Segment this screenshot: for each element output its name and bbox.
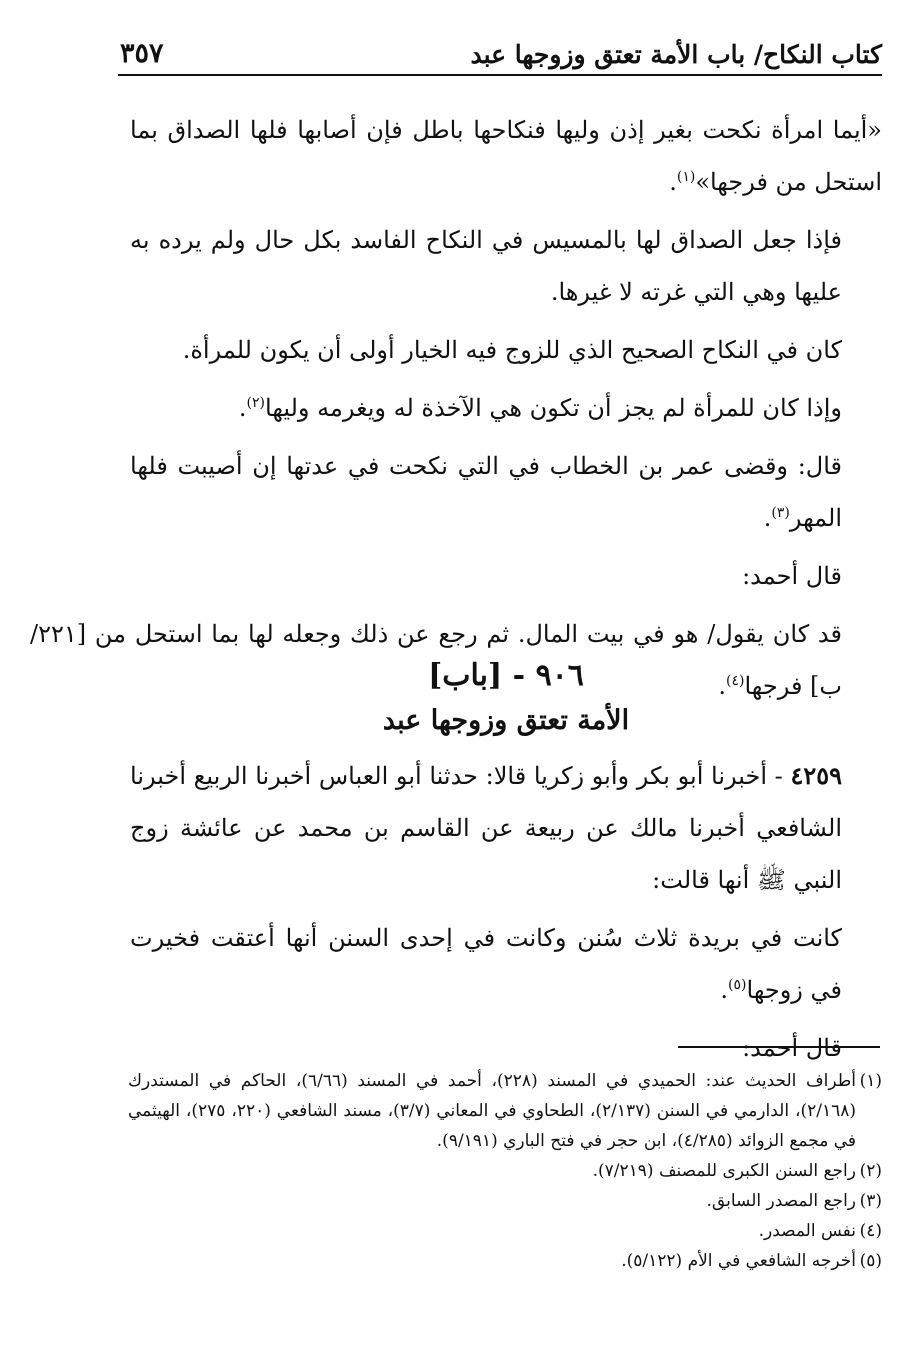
chapter-title: الأمة تعتق وزوجها عبد xyxy=(382,705,630,736)
paragraph-end: . xyxy=(763,504,772,532)
footnote-reference: (٢) xyxy=(246,395,265,411)
footnote-text: راجع السنن الكبرى للمصنف (٧/٢١٩). xyxy=(592,1161,856,1181)
hadith-number: ٤٢٥٩ xyxy=(790,761,842,790)
paragraph xyxy=(130,440,882,544)
matn-end: . xyxy=(720,976,729,1004)
paragraph xyxy=(130,104,882,208)
hadith-matn xyxy=(130,912,882,1016)
running-title: كتاب النكاح/ باب الأمة تعتق وزوجها عبد xyxy=(470,40,882,69)
footnote-text: راجع المصدر السابق. xyxy=(706,1191,856,1211)
paragraph-text: قد كان يقول/ هو في بيت المال. ثم رجع عن ذلك وجعله لها بما استحل من [٢٢١/ ب] فرجها xyxy=(30,620,842,700)
footnote xyxy=(128,1216,882,1246)
closing-text: قال أحمد: xyxy=(742,1034,842,1062)
footnote-number: (٣) xyxy=(859,1191,882,1211)
footnote xyxy=(128,1066,882,1156)
footnote-number: (١) xyxy=(859,1071,882,1091)
paragraph xyxy=(130,324,882,376)
paragraph xyxy=(130,550,882,602)
paragraph-text: فإذا جعل الصداق لها بالمسيس في النكاح الفاسد بكل حال ولم يرده به عليها وهي التي غرته لا غيرها. xyxy=(130,226,842,306)
footnote-reference: (٥) xyxy=(728,977,747,993)
paragraph-text: وإذا كان للمرأة لم يجز أن تكون هي الآخذة له ويغرمه وليها xyxy=(265,394,842,422)
footnote-reference: (٤) xyxy=(726,673,745,689)
footnote-number: (٢) xyxy=(859,1161,882,1181)
footnote xyxy=(128,1186,882,1216)
paragraph-end: . xyxy=(669,168,677,196)
footnote-reference: (٣) xyxy=(771,505,790,521)
footnote-reference: (١) xyxy=(676,169,696,185)
footnote-number: (٥) xyxy=(859,1251,882,1271)
footnote-divider xyxy=(678,1046,880,1048)
footnotes xyxy=(128,1066,882,1276)
hadith-block xyxy=(130,750,882,1080)
paragraph-text: «أيما امرأة نكحت بغير إذن وليها فنكاحها باطل فإن أصابها فلها الصداق بما استحل من فرجها» xyxy=(130,116,882,196)
footnote xyxy=(128,1156,882,1186)
footnote-text: أطراف الحديث عند: الحميدي في المسند (٢٢٨)، أحمد في المسند (٦/٦٦)، الحاكم في المستدرك (٢/١٦٨)، الدارمي في السنن (٢/١٣٧)، الطحاوي في المعاني (٣/٧)، مسند الشافعي (٢٢٠، ٢٧٥)، الهيثمي في مجمع الزوائد (٤/٢٨٥)، ابن حجر في فتح الباري (٩/١٩١). xyxy=(128,1071,856,1151)
paragraph-end: . xyxy=(718,672,727,700)
chapter-number: ٩٠٦ - [باب] xyxy=(428,658,584,693)
hadith-isnad xyxy=(130,750,882,906)
footnote xyxy=(128,1246,882,1276)
paragraph-text: قال: وقضى عمر بن الخطاب في التي نكحت في عدتها إن أصيبت فلها المهر xyxy=(130,452,842,532)
paragraph xyxy=(130,214,882,318)
footnote-number: (٤) xyxy=(859,1221,882,1241)
chapter-heading xyxy=(130,652,882,742)
main-text xyxy=(30,104,882,718)
paragraph xyxy=(130,382,882,434)
isnad-text: - أخبرنا أبو بكر وأبو زكريا قالا: حدثنا أبو العباس أخبرنا الربيع أخبرنا الشافعي أخبرنا مالك عن ربيعة عن القاسم بن محمد عن عائشة زوج النبي ﷺ أنها قالت: xyxy=(130,762,842,894)
paragraph-end: . xyxy=(238,394,247,422)
matn-text: كانت في بريدة ثلاث سُنن وكانت في إحدى السنن أنها أعتقت فخيرت في زوجها xyxy=(130,924,842,1004)
footnote-text: نفس المصدر. xyxy=(758,1221,856,1241)
page-header xyxy=(118,28,882,76)
footnote-text: أخرجه الشافعي في الأم (٥/١٢٢). xyxy=(621,1251,856,1271)
page-number: ٣٥٧ xyxy=(120,38,164,69)
paragraph-text: كان في النكاح الصحيح الذي للزوج فيه الخيار أولى أن يكون للمرأة. xyxy=(182,336,842,364)
paragraph-text: قال أحمد: xyxy=(742,562,842,590)
